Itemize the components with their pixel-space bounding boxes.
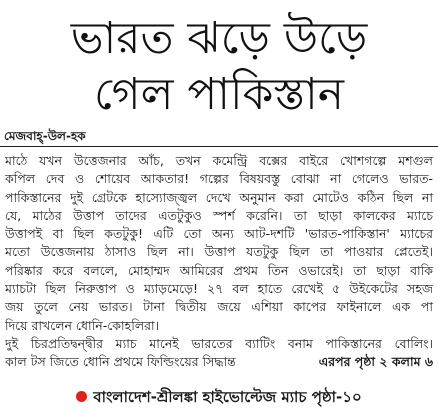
body-line: পরিষ্কার করে বললে, মোহাম্মদ আমিরের প্রথম তিন ওভারেই। তা ছাড়া বাকি [5, 262, 433, 278]
byline: মেজবাহ্-উল-হক [4, 129, 86, 143]
byline-divider [0, 146, 438, 147]
body-line: পাকিস্তানের দুই গ্রেটকে হাস্যোজ্জ্বল দেখে অনুমান করা মোটেও কঠিন ছিল না [5, 189, 433, 205]
body-line: উত্তাপই বা ছিল কতটুকু! এটি তো অন্য আট-দশটি 'ভারত-পাকিস্তান' ম্যাচের [5, 226, 433, 242]
body-line: দুই চিরপ্রতিদ্বন্দ্বীর ম্যাচ মানেই ভারতের ব্যাটিং বনাম পাকিস্তানের বোলিং। [5, 335, 433, 351]
footer-teaser-text: বাংলাদেশ-শ্রীলঙ্কা হাইভোল্টেজ ম্যাচ পৃষ্ঠা-১০ [93, 388, 362, 406]
body-line: যে, মাঠের উত্তাপ তাদের এতটুকুও স্পর্শ করেনি। তা ছাড়া কালকের ম্যাচে [5, 207, 433, 223]
footer-teaser [0, 384, 438, 410]
headline-line-1: ভারত ঝড়ে উড়ে [70, 13, 368, 64]
continuation-reference: এরপর পৃষ্ঠা ২ কলাম ৬ [313, 353, 433, 371]
body-line-text: কাল টস জিতে ধোনি প্রথমে ফিল্ডিংয়ের সিদ্ধান্ত [5, 354, 236, 370]
body-line: জয় তুলে নেয় ভারত। টানা দ্বিতীয় জয়ে এশিয়া কাপের ফাইনালে এক পা [5, 299, 433, 315]
body-line: কপিল দেব ও শোয়েব আকতার! গল্পের বিষয়বস্তু বোঝা না গেলেও ভারত- [5, 171, 433, 187]
body-line: মতো উত্তেজনায় ঠাসাও ছিল না। উত্তাপ যতটুকু ছিল তা পাওয়ার প্লেতেই। [5, 244, 433, 260]
body-line: মাঠে যখন উত্তেজনার আঁচ, তখন কমেন্ট্রি বক্সের বাইরে খোশগল্পে মশগুল [5, 153, 433, 168]
red-circle-bullet-icon [76, 391, 87, 402]
body-line: ম্যাচটা ছিল নিরুত্তাপ ও ম্যাড়মেড়ে! ২৭ বল হাতে রেখেই ৫ উইকেটের সহজ [5, 281, 433, 297]
body-line-continuation [5, 353, 433, 371]
headline-line-2: গেল পাকিস্তান [93, 69, 345, 120]
article-body [5, 152, 433, 372]
body-line: দিয়ে রাখলেন ধোনি-কোহলিরা। [5, 317, 160, 333]
